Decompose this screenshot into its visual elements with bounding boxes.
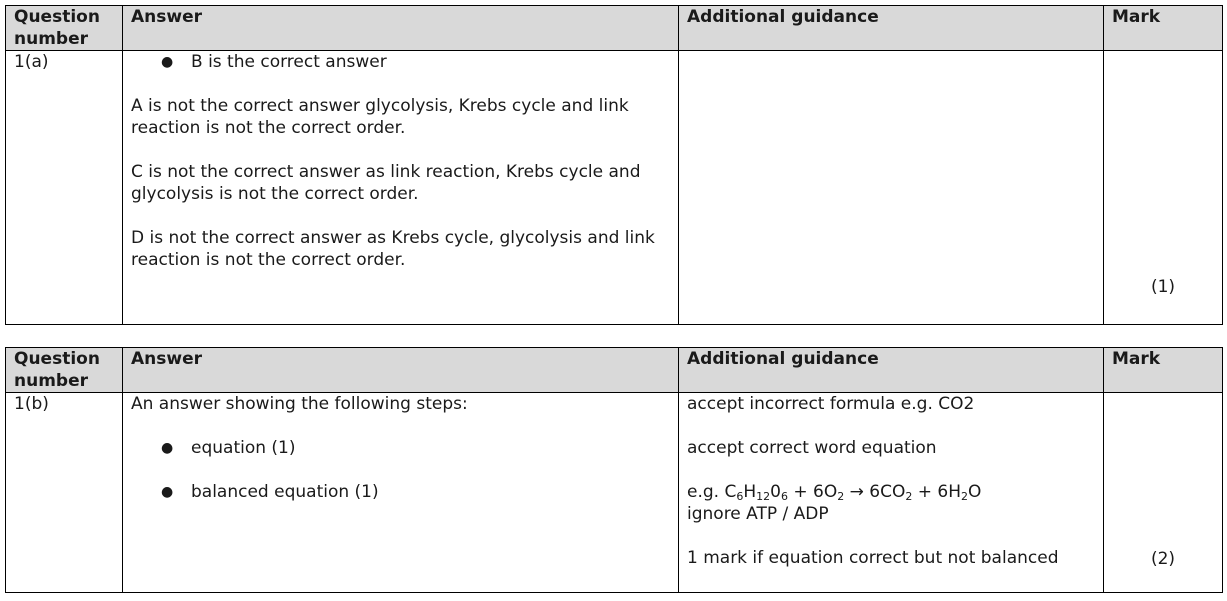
balanced-step-text: balanced equation (1) (191, 482, 379, 502)
guidance-example-equation: e.g. $C_6H_{12}0_6 + 6O_2 \to 6CO_2 + 6H_2O$ (687, 482, 982, 503)
header-mark: Mark (1104, 348, 1223, 393)
equation-step-text: equation (1) (191, 438, 296, 458)
mark-value: (2) (1150, 549, 1176, 569)
mark-value: (1) (1150, 277, 1176, 297)
bullet-icon: ● (161, 484, 174, 500)
bullet-icon: ● (161, 54, 174, 70)
answer-cell (123, 393, 679, 593)
guidance-unbalanced: 1 mark if equation correct but not balanced (687, 548, 1059, 568)
distractor-c-text: C is not the correct answer as link reaction, Krebs cycle and glycolysis is not the correct order. (131, 162, 641, 204)
mark-cell (1104, 51, 1223, 325)
header-question-number: Question number (6, 348, 123, 393)
bullet-item (131, 51, 670, 73)
question-number: 1(a) (6, 51, 123, 325)
header-additional-guidance: Additional guidance (679, 348, 1104, 393)
guidance-cell (679, 51, 1104, 325)
header-additional-guidance: Additional guidance (679, 6, 1104, 51)
answer-intro-text: An answer showing the following steps: (131, 394, 468, 414)
guidance-incorrect-formula: accept incorrect formula e.g. CO2 (687, 394, 975, 414)
question-number: 1(b) (6, 393, 123, 593)
mark-scheme-table-1b (5, 347, 1223, 593)
header-mark: Mark (1104, 6, 1223, 51)
distractor-d-text: D is not the correct answer as Krebs cycle, glycolysis and link reaction is not the correct order. (131, 228, 655, 270)
answer-row (6, 51, 1223, 325)
header-answer: Answer (123, 6, 679, 51)
guidance-cell (679, 393, 1104, 593)
guidance-ignore-atp: ignore ATP / ADP (687, 504, 829, 524)
distractor-a-text: A is not the correct answer glycolysis, Krebs cycle and link reaction is not the correct order. (131, 96, 629, 138)
header-answer: Answer (123, 348, 679, 393)
header-row (6, 6, 1223, 51)
bullet-item (131, 481, 670, 503)
answer-cell (123, 51, 679, 325)
bullet-item (131, 437, 670, 459)
answer-row (6, 393, 1223, 593)
header-question-number: Question number (6, 6, 123, 51)
correct-answer-text: B is the correct answer (191, 52, 387, 72)
header-row (6, 348, 1223, 393)
mark-cell (1104, 393, 1223, 593)
bullet-icon: ● (161, 440, 174, 456)
guidance-word-equation: accept correct word equation (687, 438, 937, 458)
mark-scheme-table-1a (5, 5, 1223, 325)
